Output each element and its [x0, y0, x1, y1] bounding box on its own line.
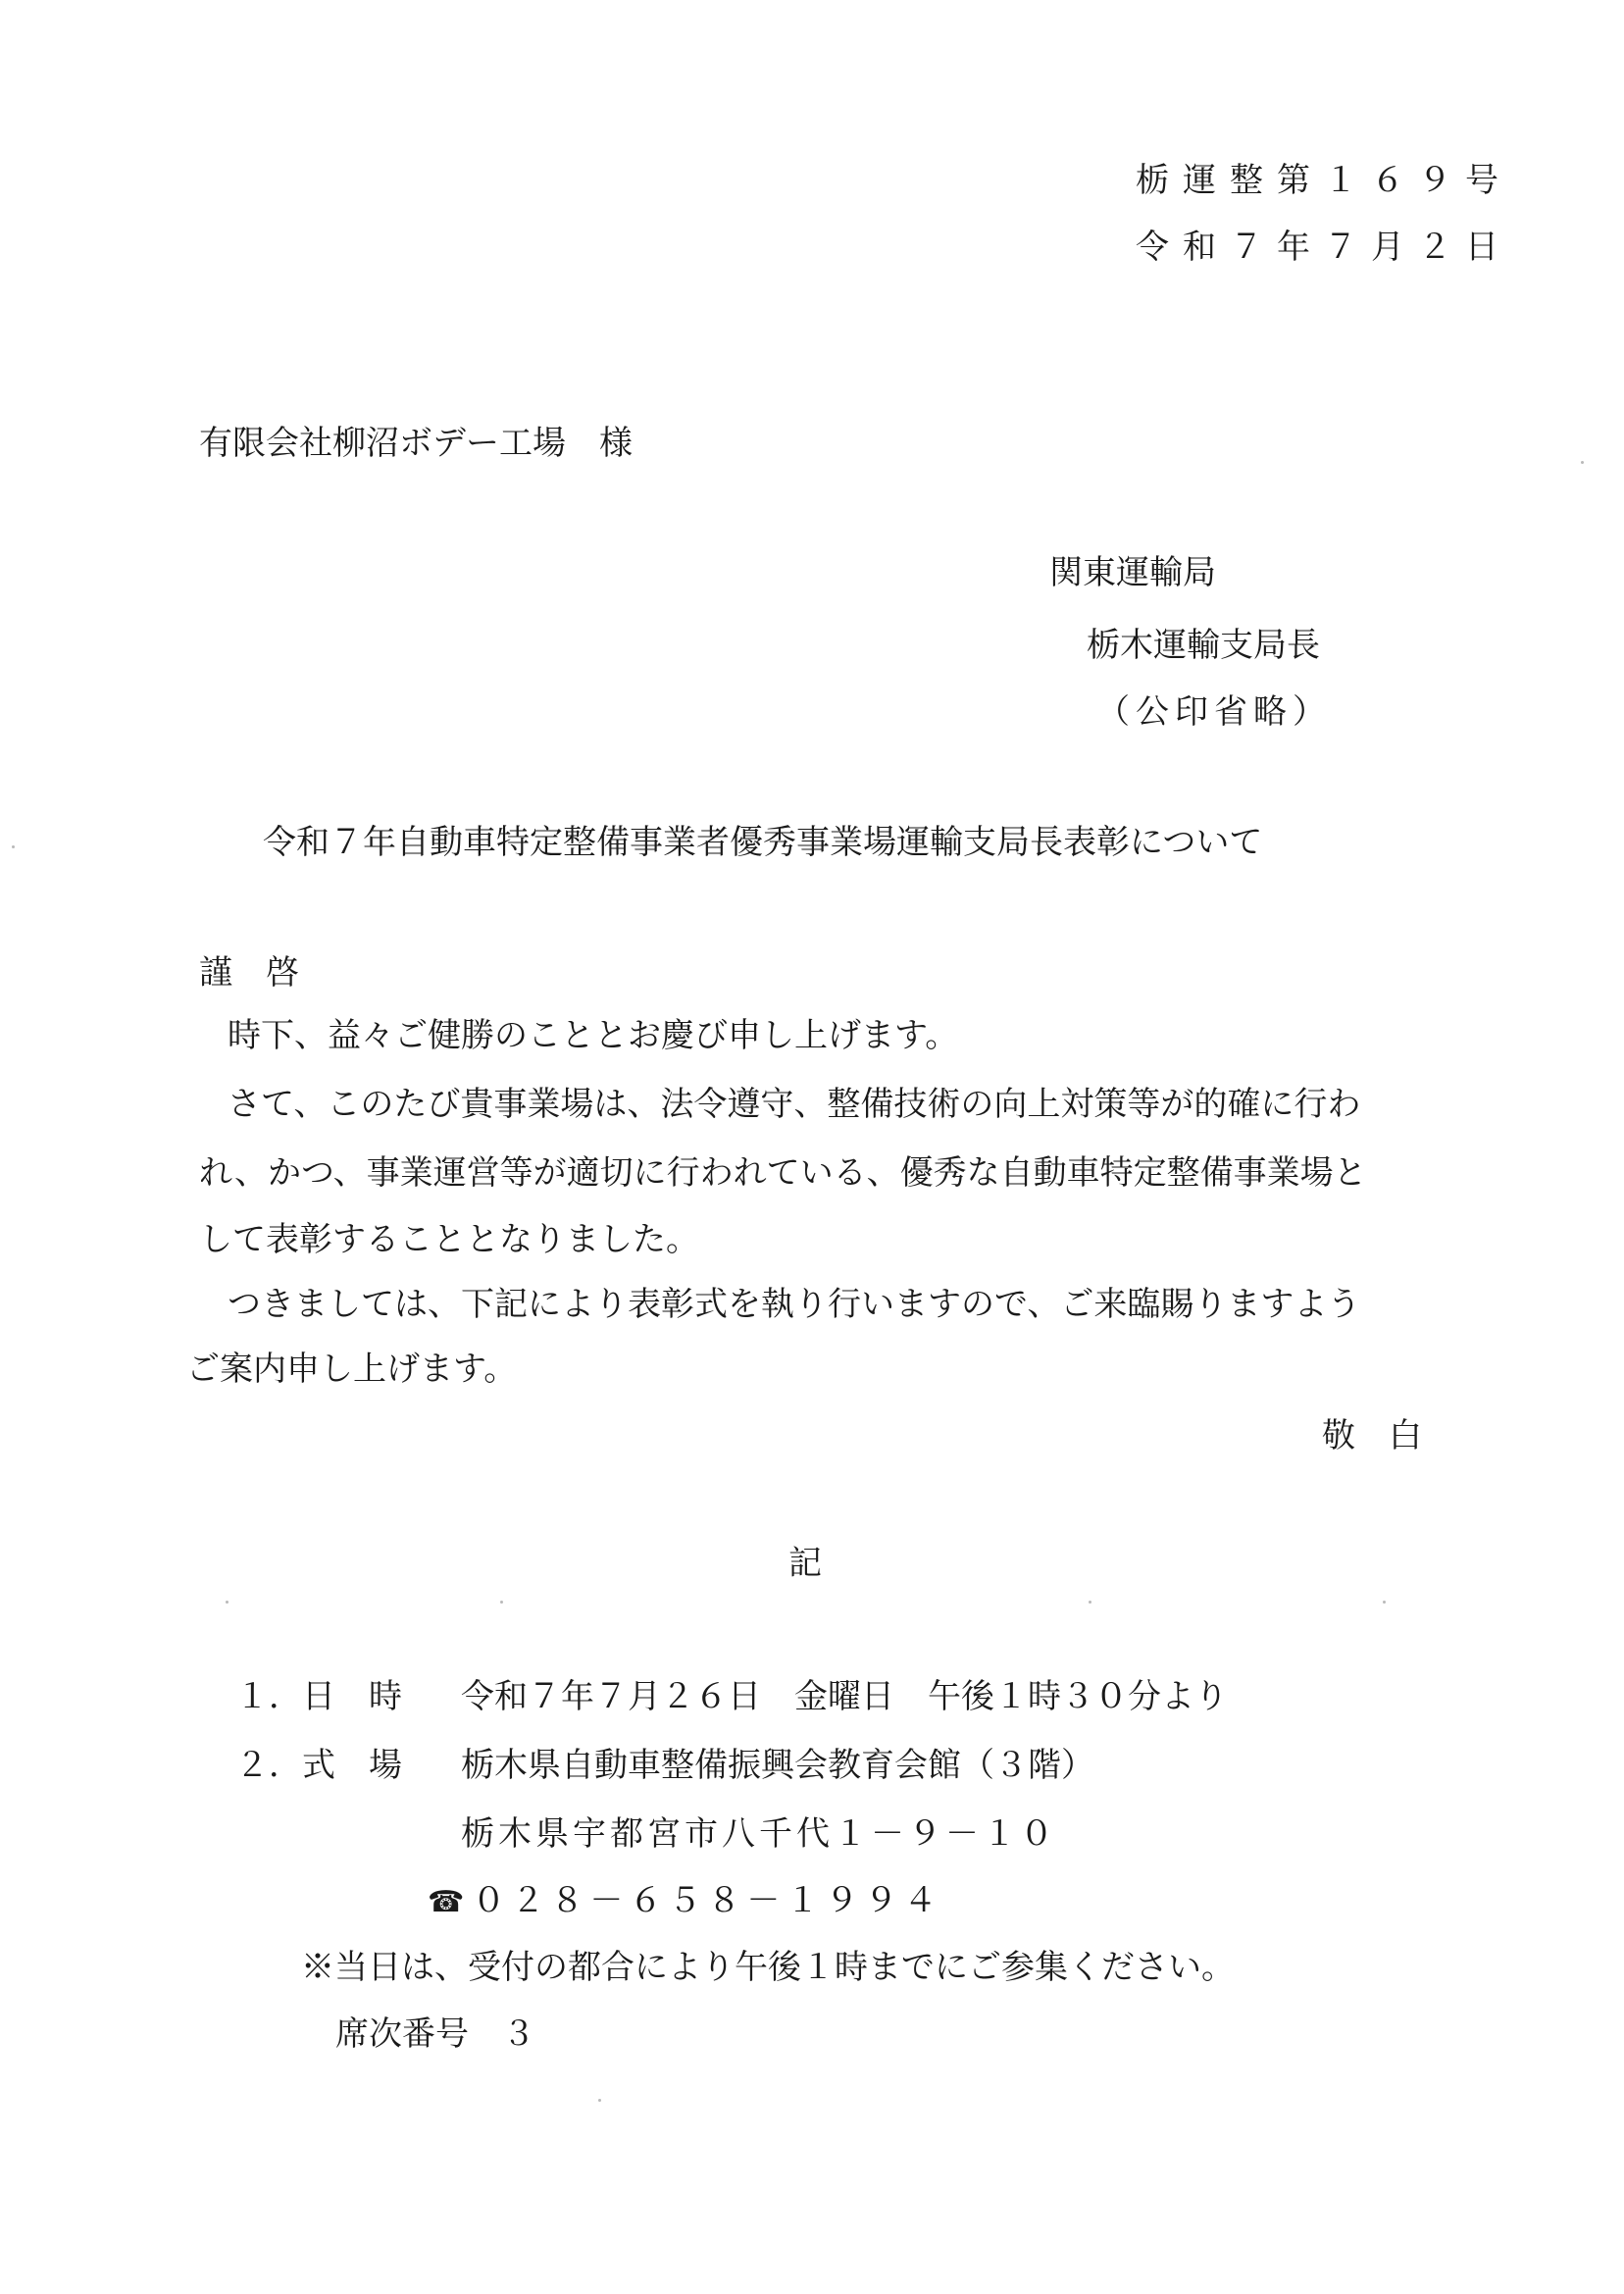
arrival-note: ※当日は、受付の都合により午後１時までにご参集ください。: [301, 1948, 1235, 1987]
body-line: さて、このたび貴事業場は、法令遵守、整備技術の向上対策等が的確に行わ: [228, 1085, 1361, 1124]
body-line: ご案内申し上げます。: [186, 1350, 518, 1389]
phone-icon: ☎: [428, 1885, 471, 1919]
scan-speck: [1383, 1601, 1386, 1604]
scan-speck: [12, 845, 15, 848]
salutation: 謹 啓: [199, 953, 299, 993]
item1-number: １．: [235, 1677, 302, 1716]
closing: 敬 白: [1322, 1416, 1422, 1455]
body-line: 時下、益々ご健勝のこととお慶び申し上げます。: [228, 1016, 959, 1055]
seat-number: 席次番号 ３: [335, 2014, 535, 2054]
scan-speck: [598, 2099, 601, 2102]
body-line: つきましては、下記により表彰式を執り行いますので、ご来臨賜りますよう: [228, 1285, 1361, 1324]
ki-heading: 記: [788, 1544, 822, 1583]
phone-number: ０２８－６５８－１９９４: [472, 1881, 943, 1920]
item1-label: 日 時: [302, 1677, 402, 1716]
scan-speck: [500, 1601, 503, 1604]
scan-speck: [1089, 1601, 1091, 1604]
recipient: 有限会社柳沼ボデー工場 様: [199, 424, 633, 463]
item2-label: 式 場: [302, 1746, 402, 1785]
venue-name: 栃木県自動車整備振興会教育会館（３階）: [461, 1746, 1094, 1785]
item1-value: 令和７年７月２６日 金曜日 午後１時３０分より: [461, 1677, 1228, 1716]
venue-address: 栃木県宇都宮市八千代１－９－１０: [461, 1814, 1057, 1854]
document-number: 栃運整第１６９号: [1136, 161, 1512, 200]
item2-number: ２．: [235, 1746, 302, 1785]
subject-title: 令和７年自動車特定整備事業者優秀事業場運輸支局長表彰について: [263, 823, 1263, 862]
scan-speck: [1581, 461, 1584, 464]
body-line: して表彰することとなりました。: [199, 1220, 699, 1259]
document-date: 令和７年７月２日: [1136, 228, 1512, 267]
seal-note: （公印省略）: [1096, 692, 1332, 732]
body-line: れ、かつ、事業運営等が適切に行われている、優秀な自動車特定整備事業場と: [199, 1153, 1367, 1193]
scan-speck: [226, 1601, 228, 1604]
venue-phone: [428, 1879, 942, 1924]
sender-bureau: 関東運輸局: [1049, 553, 1216, 592]
sender-office: 栃木運輸支局長: [1087, 626, 1320, 665]
